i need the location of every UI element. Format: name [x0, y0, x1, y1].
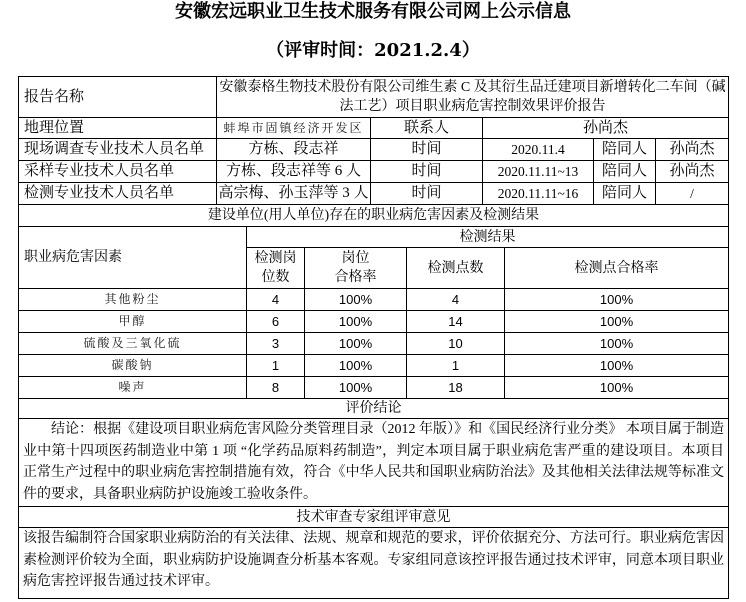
- detected-points-count: 10: [407, 333, 505, 355]
- field-survey-staff-names: 方栋、段志祥: [217, 139, 371, 161]
- location-value: 蚌埠市固镇经济开发区: [217, 118, 371, 139]
- detected-points-count: 4: [407, 289, 505, 311]
- report-name-value: 安徽泰格生物技术股份有限公司维生素 C 及其衍生品迁建项目新增转化二车间（碱法工艺）项目职业病危害控制效果评价报告: [217, 77, 729, 118]
- disclosure-table: [18, 76, 729, 599]
- post-pass-rate: 100%: [305, 333, 407, 355]
- point-pass-rate: 100%: [505, 311, 729, 333]
- testing-companion-label: 陪同人: [594, 183, 656, 205]
- point-pass-rate: 100%: [505, 355, 729, 377]
- sampling-time: 2020.11.11~13: [483, 161, 594, 183]
- sampling-companion-label: 陪同人: [594, 161, 656, 183]
- hazard-factor-name: 硫酸及三氧化硫: [19, 333, 247, 355]
- conclusion-text: 结论：根据《建设项目职业病危害风险分类管理目录（2012 年版）》和《国民经济行业分类》 本项目属于制造业中第十四项医药制造业中第 1 项 “化学药品原料药制造”，判定本项目属于职业病危害严重的建设项目。本项目正常生产过程中的职业病危害控制措施有效，符合《中华人民共和国职业病防治法》及其他相关法律法规等标准文件的要求，具备职业病防护设施竣工验收条件。: [19, 419, 729, 507]
- hazard-factor-name: 其他粉尘: [19, 289, 247, 311]
- hazard-section-title: 建设单位(用人单位)存在的职业病危害因素及检测结果: [19, 205, 729, 227]
- post-pass-rate: 100%: [305, 289, 407, 311]
- review-time: （评审时间：2021.2.4）: [266, 40, 480, 61]
- sampling-staff-label: 采样专业技术人员名单: [19, 161, 217, 183]
- hazard-results-section: [18, 227, 729, 599]
- testing-time-label: 时间: [371, 183, 483, 205]
- post-pass-rate-header: 岗位 合格率: [305, 248, 407, 289]
- field-survey-companion: 孙尚杰: [656, 139, 729, 161]
- testing-staff-names: 高宗梅、孙玉萍等 3 人: [217, 183, 371, 205]
- hazard-factor-name: 噪声: [19, 377, 247, 399]
- report-name-label: 报告名称: [19, 77, 217, 118]
- point-pass-rate: 100%: [505, 377, 729, 399]
- sampling-time-label: 时间: [371, 161, 483, 183]
- testing-time: 2020.11.11~16: [483, 183, 594, 205]
- detected-posts-header: 检测岗 位数: [247, 248, 305, 289]
- detected-posts-count: 6: [247, 311, 305, 333]
- contact-value: 孙尚杰: [483, 118, 729, 139]
- detected-posts-count: 1: [247, 355, 305, 377]
- point-pass-rate: 100%: [505, 333, 729, 355]
- post-pass-rate: 100%: [305, 377, 407, 399]
- expert-review-text: 该报告编制符合国家职业病防治的有关法律、法规、规章和规范的要求，评价依据充分、方法可行。职业病危害因素检测评价较为全面，职业病防护设施调查分析基本客观。专家组同意该控评报告通过技术评审，同意本项目职业病危害控评报告通过技术评审。: [19, 528, 729, 599]
- report-info-section: [18, 76, 729, 227]
- sampling-staff-names: 方栋、段志祥等 6 人: [217, 161, 371, 183]
- detected-posts-count: 3: [247, 333, 305, 355]
- field-survey-time-label: 时间: [371, 139, 483, 161]
- detected-points-header: 检测点数: [407, 248, 505, 289]
- hazard-factor-name: 甲醇: [19, 311, 247, 333]
- field-survey-companion-label: 陪同人: [594, 139, 656, 161]
- sampling-companion: 孙尚杰: [656, 161, 729, 183]
- location-label: 地理位置: [19, 118, 217, 139]
- detected-points-count: 18: [407, 377, 505, 399]
- page-title: 安徽宏远职业卫生技术服务有限公司网上公示信息: [175, 1, 571, 22]
- field-survey-staff-label: 现场调查专业技术人员名单: [19, 139, 217, 161]
- testing-companion: /: [656, 183, 729, 205]
- post-pass-rate: 100%: [305, 311, 407, 333]
- expert-review-heading: 技术审查专家组评审意见: [19, 507, 729, 528]
- detected-posts-count: 4: [247, 289, 305, 311]
- field-survey-time: 2020.11.4: [483, 139, 594, 161]
- detected-posts-count: 8: [247, 377, 305, 399]
- testing-staff-label: 检测专业技术人员名单: [19, 183, 217, 205]
- conclusion-heading: 评价结论: [19, 399, 729, 419]
- detected-points-count: 1: [407, 355, 505, 377]
- point-pass-rate: 100%: [505, 289, 729, 311]
- hazard-factor-name: 碳酸钠: [19, 355, 247, 377]
- results-header: 检测结果: [247, 227, 729, 248]
- detected-points-count: 14: [407, 311, 505, 333]
- contact-label: 联系人: [371, 118, 483, 139]
- post-pass-rate: 100%: [305, 355, 407, 377]
- point-pass-rate-header: 检测点合格率: [505, 248, 729, 289]
- hazard-factor-header: 职业病危害因素: [19, 227, 247, 289]
